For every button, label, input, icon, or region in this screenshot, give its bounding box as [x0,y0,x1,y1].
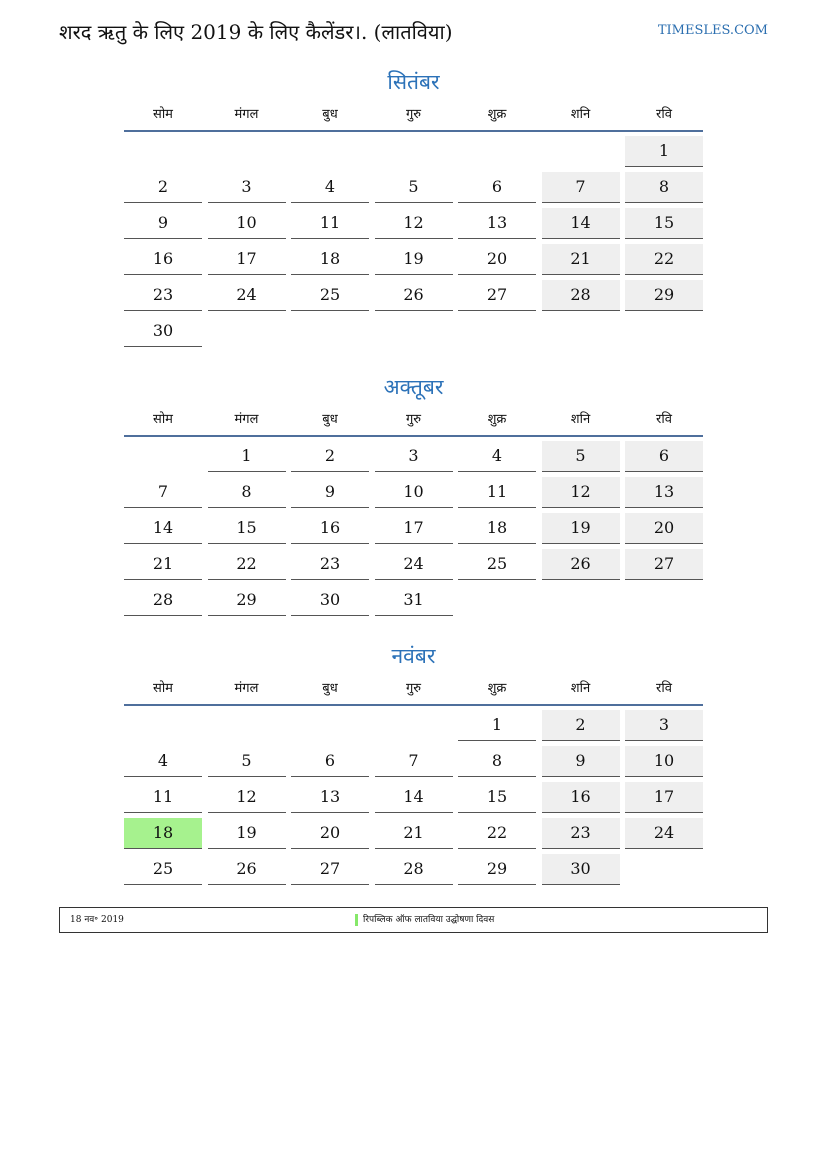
day-cell[interactable]: 16 [291,513,369,544]
month-block [124,640,703,890]
day-cell[interactable]: 30 [542,854,620,885]
weekday-label: मंगल [234,681,259,696]
day-cell[interactable]: 4 [124,746,202,777]
day-cell[interactable]: 29 [208,585,286,616]
day-cell[interactable]: 28 [375,854,453,885]
weekday-label: शुक्र [487,681,507,696]
day-cell[interactable]: 21 [375,818,453,849]
weekday-label: शुक्र [487,107,507,122]
day-cell[interactable]: 10 [208,208,286,239]
month-title: सितंबर [387,70,440,94]
month-title: नवंबर [391,644,436,668]
day-cell[interactable]: 9 [542,746,620,777]
day-cell[interactable]: 12 [542,477,620,508]
day-cell[interactable]: 1 [625,136,703,167]
weekday-label: सोम [153,412,173,427]
day-cell[interactable]: 7 [124,477,202,508]
weekday-label: शनि [570,107,591,122]
day-cell[interactable]: 30 [124,316,202,347]
holiday-legend [59,907,768,933]
day-cell[interactable]: 24 [625,818,703,849]
day-cell[interactable]: 20 [625,513,703,544]
week-row [124,549,703,585]
day-cell[interactable]: 24 [208,280,286,311]
day-cell[interactable]: 27 [625,549,703,580]
week-row [124,244,703,280]
day-cell[interactable]: 13 [291,782,369,813]
week-row [124,818,703,854]
day-cell[interactable]: 12 [375,208,453,239]
day-cell[interactable]: 14 [542,208,620,239]
weekday-label: गुरु [405,107,422,122]
holiday-day-cell[interactable]: 18 [124,818,202,849]
week-row [124,208,703,244]
day-cell[interactable]: 28 [124,585,202,616]
day-cell[interactable]: 13 [458,208,536,239]
day-cell[interactable]: 21 [124,549,202,580]
day-cell[interactable]: 11 [124,782,202,813]
day-cell[interactable]: 12 [208,782,286,813]
week-row [124,441,703,477]
day-cell[interactable]: 22 [625,244,703,275]
day-cell[interactable]: 2 [542,710,620,741]
week-row [124,585,703,621]
day-cell[interactable]: 30 [291,585,369,616]
month-title: अक्तूबर [383,375,444,399]
weekday-label: गुरु [405,681,422,696]
day-cell[interactable]: 29 [458,854,536,885]
week-row [124,513,703,549]
day-cell[interactable]: 5 [208,746,286,777]
week-row [124,746,703,782]
day-cell[interactable]: 31 [375,585,453,616]
site-link[interactable]: TIMESLES.COM [657,23,768,38]
weekday-label: रवि [656,107,672,122]
weekday-label: शुक्र [487,412,507,427]
day-cell[interactable]: 17 [208,244,286,275]
weekday-label: रवि [656,412,672,427]
day-cell[interactable]: 10 [625,746,703,777]
weekday-label: बुध [322,681,338,696]
day-cell[interactable]: 5 [375,172,453,203]
day-cell[interactable]: 4 [458,441,536,472]
day-cell[interactable]: 1 [458,710,536,741]
week-row [124,710,703,746]
page-header [59,16,768,48]
day-cell[interactable]: 16 [124,244,202,275]
day-cell[interactable]: 8 [458,746,536,777]
week-row [124,316,703,352]
day-cell[interactable]: 26 [208,854,286,885]
day-cell[interactable]: 18 [291,244,369,275]
day-cell[interactable]: 19 [208,818,286,849]
month-block [124,66,703,352]
day-cell[interactable]: 13 [625,477,703,508]
week-row [124,782,703,818]
day-cell[interactable]: 8 [208,477,286,508]
day-cell[interactable]: 17 [375,513,453,544]
day-cell[interactable]: 9 [291,477,369,508]
day-cell[interactable]: 3 [625,710,703,741]
day-cell[interactable]: 20 [291,818,369,849]
day-cell[interactable]: 27 [291,854,369,885]
weekday-label: सोम [153,107,173,122]
week-row [124,136,703,172]
weekday-label: शनि [570,681,591,696]
day-cell[interactable]: 22 [208,549,286,580]
page-title: शरद ऋतु के लिए 2019 के लिए कैलेंडर।. (लातविया) [59,20,453,44]
day-cell[interactable]: 20 [458,244,536,275]
day-cell[interactable]: 19 [375,244,453,275]
day-cell[interactable]: 7 [375,746,453,777]
day-cell[interactable]: 6 [291,746,369,777]
day-cell[interactable]: 23 [291,549,369,580]
day-cell[interactable]: 23 [542,818,620,849]
day-cell[interactable]: 7 [542,172,620,203]
day-cell[interactable]: 6 [458,172,536,203]
day-cell[interactable]: 5 [542,441,620,472]
weekday-label: मंगल [234,107,259,122]
day-cell[interactable]: 28 [542,280,620,311]
weekday-header [124,104,703,132]
day-cell[interactable]: 25 [458,549,536,580]
day-cell[interactable]: 26 [542,549,620,580]
weekday-label: बुध [322,107,338,122]
day-cell[interactable]: 24 [375,549,453,580]
day-cell[interactable]: 25 [124,854,202,885]
day-cell[interactable]: 1 [208,441,286,472]
week-row [124,477,703,513]
weekday-header [124,409,703,437]
holiday-name: रिपब्लिक ऑफ लातविया उद्घोषणा दिवस [363,915,495,925]
day-cell[interactable]: 11 [291,208,369,239]
day-cell[interactable]: 2 [291,441,369,472]
day-cell[interactable]: 14 [375,782,453,813]
day-cell[interactable]: 2 [124,172,202,203]
week-row [124,280,703,316]
weekday-label: मंगल [234,412,259,427]
weekday-label: सोम [153,681,173,696]
day-cell[interactable]: 25 [291,280,369,311]
weekday-label: बुध [322,412,338,427]
day-cell[interactable]: 23 [124,280,202,311]
month-block [124,371,703,621]
holiday-marker [355,914,358,926]
day-cell[interactable]: 27 [458,280,536,311]
day-cell[interactable]: 10 [375,477,453,508]
day-cell[interactable]: 15 [625,208,703,239]
day-cell[interactable]: 3 [375,441,453,472]
day-cell[interactable]: 18 [458,513,536,544]
weekday-label: रवि [656,681,672,696]
day-cell[interactable]: 11 [458,477,536,508]
day-cell[interactable]: 9 [124,208,202,239]
week-row [124,854,703,890]
day-cell[interactable]: 17 [625,782,703,813]
weekday-label: शनि [570,412,591,427]
weekday-label: गुरु [405,412,422,427]
day-cell[interactable]: 4 [291,172,369,203]
weekday-header [124,678,703,706]
day-cell[interactable]: 19 [542,513,620,544]
week-row [124,172,703,208]
day-cell[interactable]: 6 [625,441,703,472]
day-cell[interactable]: 16 [542,782,620,813]
day-cell[interactable]: 14 [124,513,202,544]
day-cell[interactable]: 26 [375,280,453,311]
day-cell[interactable]: 22 [458,818,536,849]
day-cell[interactable]: 21 [542,244,620,275]
day-cell[interactable]: 15 [458,782,536,813]
day-cell[interactable]: 29 [625,280,703,311]
day-cell[interactable]: 3 [208,172,286,203]
day-cell[interactable]: 15 [208,513,286,544]
holiday-date: 18 नव॰ 2019 [70,915,124,925]
day-cell[interactable]: 8 [625,172,703,203]
